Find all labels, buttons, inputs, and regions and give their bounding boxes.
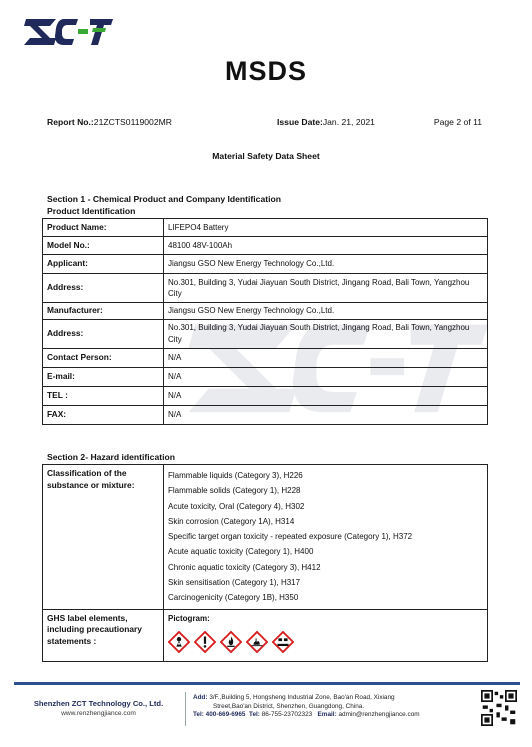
company-logo	[20, 12, 115, 50]
hazard-item: Acute toxicity, Oral (Category 4), H302	[168, 501, 305, 511]
hazard-item: Chronic aquatic toxicity (Category 3), H412	[168, 562, 321, 572]
hazard-item: Flammable liquids (Category 3), H226	[168, 471, 303, 480]
document-title: MSDS	[224, 56, 307, 86]
row-label: TEL :	[43, 386, 164, 405]
footer-website-link[interactable]: www.renzhengjiance.com	[61, 710, 136, 717]
table-row	[43, 319, 488, 348]
email-value[interactable]: admin@renzhengjiance.com	[338, 711, 420, 719]
table-row	[43, 303, 488, 320]
issue-date	[277, 117, 375, 127]
hazard-identification-table	[42, 464, 488, 662]
hazard-item: Specific target organ toxicity - repeated exposure (Category 1), H372	[168, 532, 413, 542]
row-value: N/A	[164, 405, 488, 424]
hazard-item: Acute aquatic toxicity (Category 1), H400	[168, 547, 314, 557]
qr-code-icon	[481, 690, 517, 726]
row-value: N/A	[164, 348, 488, 367]
table-row	[43, 219, 488, 237]
row-label: Applicant:	[43, 255, 164, 274]
row-value: LIFEPO4 Battery	[164, 219, 488, 237]
page-number: Page 2 of 11	[433, 117, 482, 127]
table-row	[43, 609, 488, 661]
product-identification-table	[42, 218, 488, 425]
section1-heading: Section 1 - Chemical Product and Company Identification	[47, 194, 281, 204]
footer-contact-line	[193, 711, 473, 720]
environment-icon	[246, 631, 268, 653]
report-number-value: 21ZCTS0119002MR	[93, 117, 172, 127]
hazard-item: Skin corrosion (Category 1A), H314	[168, 516, 295, 526]
hazard-item: Carcinogenicity (Category 1B), H350	[168, 593, 299, 603]
row-label: E-mail:	[43, 367, 164, 386]
table-row	[43, 405, 488, 424]
row-label: Model No.:	[43, 237, 164, 255]
row-value: Jiangsu GSO New Energy Technology Co.,Ltd.	[164, 303, 488, 320]
corrosion-icon	[272, 631, 294, 653]
report-number-label: Report No.:	[47, 117, 94, 127]
table-row	[43, 465, 488, 610]
table-row	[43, 348, 488, 367]
row-label: Address:	[43, 274, 164, 303]
health-hazard-icon	[168, 631, 190, 653]
document-subtitle: Material Safety Data Sheet	[212, 151, 320, 161]
table-row	[43, 367, 488, 386]
row-value: N/A	[164, 386, 488, 405]
row-label: Manufacturer:	[43, 303, 164, 320]
footer-rule	[14, 682, 520, 685]
section2-heading: Section 2- Hazard identification	[47, 452, 175, 462]
address-label: Add:	[193, 694, 208, 701]
address-line-1: 3/F.,Building 5, Hongsheng Industrial Zone, Bao'an Road, Xixiang	[209, 694, 395, 701]
row-value: No.301, Building 3, Yudai Jiayuan South District, Jingang Road, Bali Town, Yangzhou City	[164, 319, 488, 348]
classification-label-line: substance or mixture:	[47, 479, 135, 490]
report-info-line	[47, 117, 482, 131]
row-label: FAX:	[43, 405, 164, 424]
row-value: No.301, Building 3, Yudai Jiayuan South District, Jingang Road, Bali Town, Yangzhou City	[164, 274, 488, 303]
report-number	[47, 117, 172, 127]
footer-company-name: Shenzhen ZCT Technology Co., Ltd.	[33, 699, 164, 708]
hazard-item: Skin sensitisation (Category 1), H317	[168, 578, 301, 588]
row-label: Product Name:	[43, 219, 164, 237]
flame-icon	[220, 631, 242, 653]
table-row	[43, 386, 488, 405]
ghs-label-line: including precautionary	[47, 624, 142, 635]
email-label: Email:	[317, 711, 337, 719]
exclamation-icon	[194, 631, 216, 653]
section1-subheading: Product Identification	[47, 206, 136, 216]
ghs-label-line: statements :	[47, 635, 97, 646]
tel-value: 86-755-23702323	[261, 711, 313, 719]
hazard-list	[164, 465, 488, 610]
row-value: 48100 48V-100Ah	[164, 237, 488, 255]
row-label: Address:	[43, 319, 164, 348]
ghs-label-line: GHS label elements,	[47, 612, 128, 623]
pictogram-label: Pictogram:	[168, 613, 210, 623]
tel-label: Tel:	[249, 711, 260, 719]
row-value: Jiangsu GSO New Energy Technology Co.,Ltd.	[164, 255, 488, 274]
row-label: Contact Person:	[43, 348, 164, 367]
table-row	[43, 274, 488, 303]
footer-divider	[185, 692, 186, 726]
ghs-label	[43, 609, 164, 661]
footer-address-line: Street,Bao'an District, Shenzhen, Guangdong, China.	[213, 702, 365, 710]
footer-company-block	[16, 699, 181, 717]
tel-label: Tel:	[193, 711, 204, 719]
pictogram-cell	[164, 609, 488, 661]
table-row	[43, 255, 488, 274]
table-row	[43, 237, 488, 255]
footer-contact-block	[193, 694, 473, 720]
pictogram-row	[168, 631, 483, 653]
footer-address-line	[193, 694, 473, 703]
tel-value: 400-669-6965	[205, 711, 246, 719]
hazard-item: Flammable solids (Category 1), H228	[168, 486, 301, 496]
classification-label	[43, 465, 164, 610]
issue-date-value: Jan. 21, 2021	[322, 117, 375, 127]
classification-label-line: Classification of the	[47, 468, 127, 478]
row-value: N/A	[164, 367, 488, 386]
issue-date-label: Issue Date:	[277, 117, 323, 127]
